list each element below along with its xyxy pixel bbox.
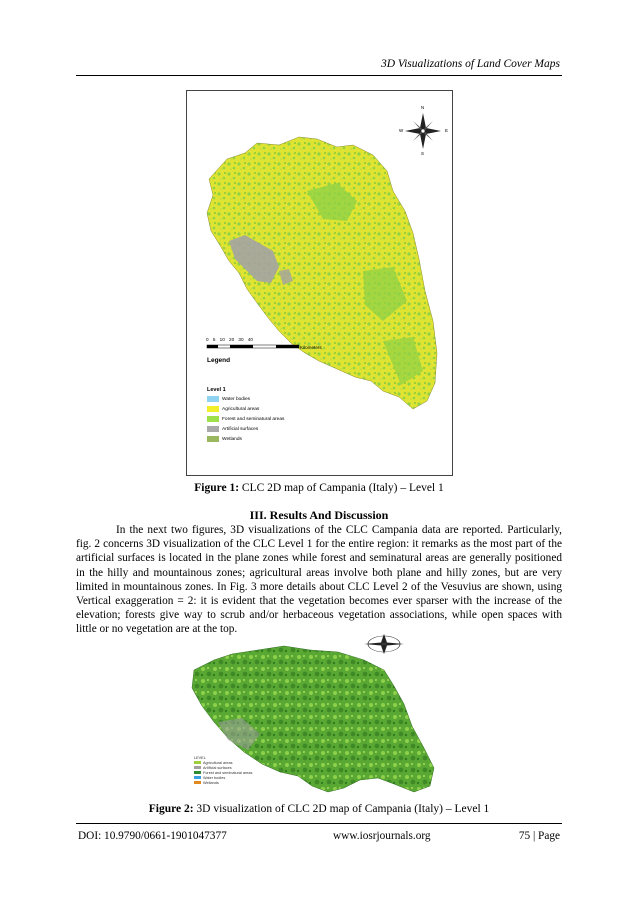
legend-swatch bbox=[194, 766, 201, 770]
legend-label: Wetlands bbox=[222, 436, 242, 442]
legend-swatch bbox=[194, 771, 201, 775]
figure-2-caption bbox=[0, 803, 638, 815]
compass-s-label: S bbox=[421, 151, 425, 156]
legend-label: Agricultural areas bbox=[203, 760, 233, 765]
legend-level-title: Level 1 bbox=[207, 387, 226, 393]
legend-label: Wetlands bbox=[203, 780, 219, 785]
legend-title: Legend bbox=[207, 357, 231, 364]
legend-label: Forest and seminatural areas bbox=[203, 770, 253, 775]
legend-item bbox=[194, 770, 252, 775]
legend-swatch bbox=[194, 781, 201, 785]
legend-item bbox=[207, 425, 258, 433]
legend-label: Water bodies bbox=[222, 396, 251, 402]
legend-item bbox=[207, 405, 259, 413]
legend-swatch bbox=[207, 416, 219, 422]
figure-1-map bbox=[186, 90, 453, 476]
footer-site-link[interactable]: www.iosrjournals.org bbox=[333, 830, 431, 842]
legend-label: Artificial surfaces bbox=[222, 426, 259, 432]
legend-item bbox=[194, 780, 252, 785]
footer-doi: DOI: 10.9790/0661-1901047377 bbox=[78, 830, 227, 842]
legend-item bbox=[207, 415, 284, 423]
legend-swatch bbox=[207, 406, 219, 412]
running-head: 3D Visualizations of Land Cover Maps bbox=[380, 58, 560, 70]
section-heading: III. Results And Discussion bbox=[249, 508, 389, 522]
body-paragraph: In the next two figures, 3D visualizations of the CLC Campania data are reported. Particularly, fig. 2 concerns 3D visualization of the CLC Level 1 for the entire region: it remarks as the most part of the artificial surfaces is located in the plane zones while forest and seminatural areas are generally positioned in the hilly and mountainous zones; agricultural areas involve both plane and hilly zones, but are very limited in mountainous zones. In Fig. 3 more details about CLC Level 2 of the Vesuvius are shown, using Vertical exaggeration = 2: it is evident that the vegetation becomes ever sparser with the increase of the elevation; forests give way to scrub and/or herbaceous vegetation associations, while open spaces with little or no vegetation are at the top. bbox=[76, 524, 562, 636]
legend-item bbox=[207, 435, 242, 443]
caption-label: Figure 2: bbox=[148, 803, 194, 815]
scale-ticks: 0 5 10 20 30 40 bbox=[206, 337, 253, 342]
compass-n-label: N bbox=[421, 105, 425, 110]
legend-title: LEVEL bbox=[194, 756, 206, 760]
compass-rose-icon bbox=[405, 113, 441, 149]
footer-rule bbox=[76, 823, 562, 824]
legend-label: Artificial surfaces bbox=[203, 765, 232, 770]
legend-label: Water bodies bbox=[203, 775, 226, 780]
caption-text: 3D visualization of CLC 2D map of Campania (Italy) – Level 1 bbox=[193, 803, 490, 815]
caption-text: CLC 2D map of Campania (Italy) – Level 1 bbox=[239, 482, 444, 494]
caption-label: Figure 1: bbox=[194, 482, 240, 494]
legend-label: Agricultural areas bbox=[222, 406, 260, 412]
legend-swatch bbox=[194, 761, 201, 765]
scale-bar bbox=[207, 345, 299, 348]
legend-label: Forest and seminatural areas bbox=[222, 416, 285, 422]
compass-w-label: W bbox=[399, 128, 404, 133]
compass-e-label: E bbox=[445, 128, 449, 133]
legend-swatch bbox=[207, 426, 219, 432]
figure-1-caption bbox=[0, 482, 638, 494]
footer-page-number: 75 | Page bbox=[518, 830, 560, 842]
figure-2-legend bbox=[194, 756, 252, 785]
header-rule bbox=[76, 75, 562, 76]
compass-rose-3d-icon bbox=[364, 634, 404, 654]
legend-swatch bbox=[194, 776, 201, 780]
legend-swatch bbox=[207, 436, 219, 442]
scale-unit: Kilometers bbox=[300, 345, 322, 350]
legend-item bbox=[207, 395, 250, 403]
legend-swatch bbox=[207, 396, 219, 402]
